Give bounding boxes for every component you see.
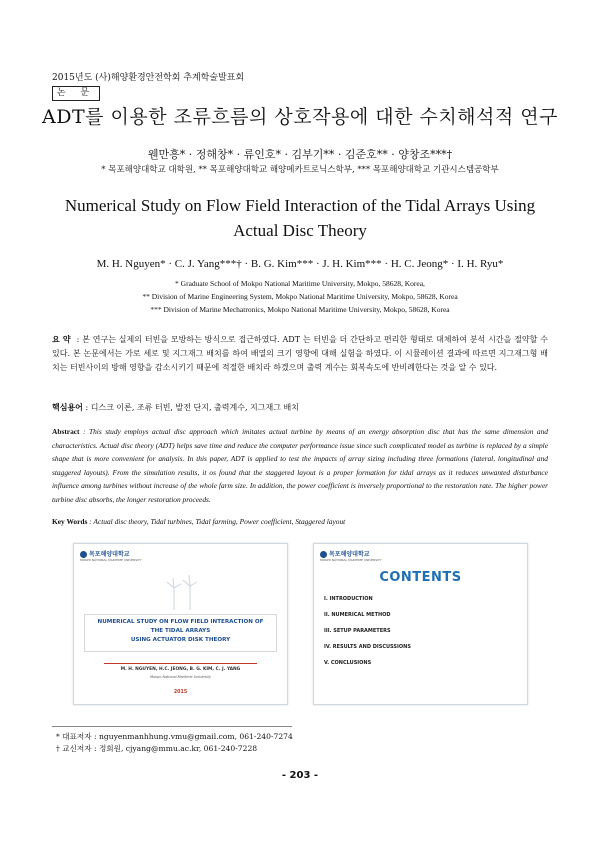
logo-subtitle: MOKPO NATIONAL MARITIME UNIVERSITY (320, 558, 382, 562)
contents-slide-image (313, 543, 528, 705)
english-title-line2: Actual Disc Theory (233, 221, 367, 240)
korean-keywords (52, 402, 548, 413)
korean-abstract-label: 요 약 (52, 334, 71, 344)
korean-affiliations: * 목포해양대학교 대학원, ** 목포해양대학교 해양메카트로닉스학부, *** 목포해양대학교 기관시스템공학부 (101, 165, 499, 175)
slide-title-line3: USING ACTUATOR DISK THEORY (130, 637, 231, 643)
slide-divider (104, 663, 257, 664)
contents-item: II. NUMERICAL METHOD (324, 612, 391, 618)
contents-item: V. CONCLUSIONS (324, 660, 372, 666)
footnote-first-author: * 대표저자 : nguyenmanhhung.vmu@gmail.com, 061-240-7274 (56, 732, 293, 741)
english-abstract-label: Abstract (52, 427, 80, 436)
english-keywords-label: Key Words (52, 517, 88, 526)
korean-keywords-label: 핵심용어 (52, 402, 83, 412)
logo-text: 목포해양대학교 (89, 551, 130, 558)
affiliation-3: *** Division of Marine Mechatronics, Mokpo National Maritime University, Mokpo, 58628, Korea (150, 305, 450, 314)
korean-title: ADT를 이용한 조류흐름의 상호작용에 대한 수치해석적 연구 (41, 106, 558, 128)
korean-authors: 웬만흥* · 정해창* · 류인호* · 김부기** · 김준호** · 양창조***† (147, 148, 453, 161)
slide-title-line1: NUMERICAL STUDY ON FLOW FIELD INTERACTION OF (97, 619, 264, 625)
slide-authors: M. H. NGUYEN, H.C. JEONG, B. G. KIM, C. J. YANG (120, 667, 241, 672)
logo-text: 목포해양대학교 (329, 551, 370, 558)
english-abstract (52, 425, 548, 507)
slide-university: Mokpo National Maritime University (150, 675, 211, 679)
contents-item: I. INTRODUCTION (324, 596, 373, 602)
english-keywords (52, 517, 548, 526)
title-slide-image (73, 543, 288, 705)
affiliation-1: * Graduate School of Mokpo National Maritime University, Mokpo, 58628, Korea, (175, 279, 425, 288)
conference-name: 2015년도 (사)해양환경안전학회 추계학술발표회 (52, 73, 245, 83)
slide-year: 2015 (173, 690, 188, 695)
affiliation-2: ** Division of Marine Engineering System, Mokpo National Maritime University, Mokpo, 58628, Korea (142, 292, 458, 301)
english-abstract-text: : This study employs actual disc approach which imitates actual turbine by means of an energy absorption disc that has the same dimension and characteristics. Actual disc theory (ADT) helps save time and reduce the computer performance issue since such complicated model as turbine is replaced by a simple shape that is more convenient for analysis. In this paper, ADT is applied to test the impacts of array sizing including three formations (lateral, longitudinal and staggered layouts). From the simulation results, it os found that the staggered layout is a proper formation for tidal arrays as it reduces unwanted disturbance influence among turbines without increase of the whole farm size. In addition, the power coefficient is inversely proportional to the restoration rate. The higher power turbine disc absorbs, the longer restoration proceeds. (52, 427, 548, 504)
korean-abstract (52, 332, 548, 375)
contents-heading: CONTENTS (379, 570, 462, 585)
contents-item: IV. RESULTS AND DISCUSSIONS (324, 644, 411, 650)
wind-turbine-icon (162, 572, 202, 612)
slide-title-box (84, 614, 277, 652)
footnote-corresponding-author: † 교신저자 : 정회원, cjyang@mmu.ac.kr, 061-240-7228 (56, 744, 258, 753)
university-emblem-icon (320, 551, 327, 558)
contents-item: III. SETUP PARAMETERS (324, 628, 391, 634)
english-title (50, 193, 550, 243)
english-keywords-text: : Actual disc theory, Tidal turbines, Tidal farming, Power coefficient, Staggered layout (89, 517, 346, 526)
english-title-line1: Numerical Study on Flow Field Interaction of the Tidal Arrays Using (64, 196, 536, 215)
contents-list (324, 596, 411, 676)
english-authors: M. H. Nguyen* · C. J. Yang***† · B. G. Kim*** · J. H. Kim*** · H. C. Jeong* · I. H. Ryu* (96, 258, 504, 270)
korean-abstract-text: : 본 연구는 실제의 터빈을 모방하는 방식으로 접근하였다. ADT 는 터빈을 더 간단하고 편리한 형태로 대체하여 분석 시간을 절약할 수 있다. 본 논문에서는 가로 세로 및 지그재그 배치를 하여 배열의 크기 영향에 대해 실험을 하였다. 이 시뮬레이션 결과에 따르면 지그재그형 배치는 터빈사이의 방해 영향을 감소시키기 때문에 적절한 배치라 하겠으며 출력 계수는 회복속도에 반비례한다는 것을 알 수 있다. (52, 335, 548, 372)
footnote-rule (52, 726, 292, 727)
logo-subtitle: MOKPO NATIONAL MARITIME UNIVERSITY (80, 558, 142, 562)
page-number: - 203 - (281, 770, 319, 781)
section-tag: 논 문 (52, 86, 100, 101)
korean-keywords-text: : 디스크 이론, 조류 터빈, 발전 단지, 출력계수, 지그재그 배치 (85, 403, 299, 412)
university-emblem-icon (80, 551, 87, 558)
university-logo (320, 549, 382, 562)
university-logo (80, 549, 142, 562)
slide-title-line2: THE TIDAL ARRAYS (150, 628, 211, 634)
